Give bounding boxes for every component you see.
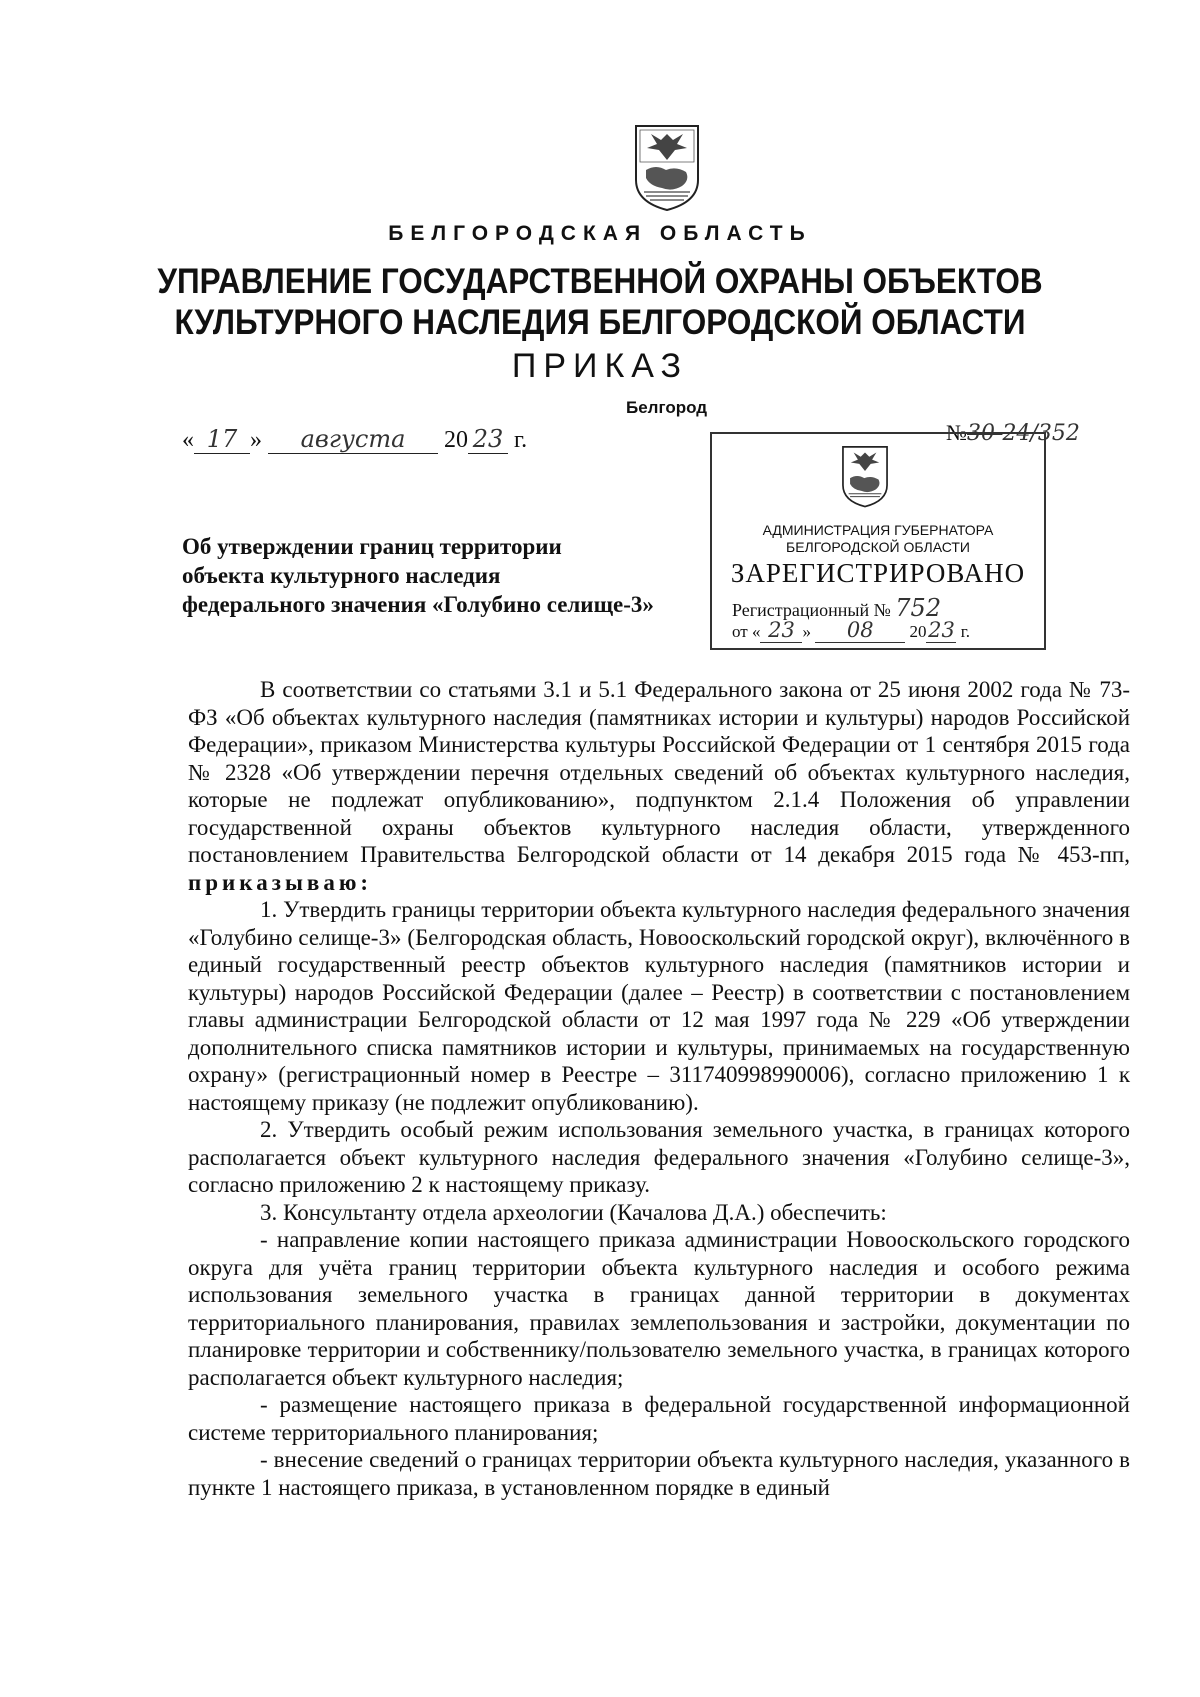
stamp-registration-number: Регистрационный № 752 [732,594,942,622]
document-type: ПРИКАЗ [511,347,689,385]
date-year: 23 [468,425,508,454]
body-item-2: 2. Утвердить особый режим использования земельного участка, в границах которого располагается объект культурного наследия федерального значения «Голубино селище-3», согласно приложению 2 к настоящему приказу. [188,1117,1130,1197]
body-item-3: 3. Консультанту отдела археологии (Качалова Д.А.) обеспечить: [260,1199,887,1225]
document-body [188,676,1130,1501]
stamp-registered: ЗАРЕГИСТРИРОВАНО [730,558,1026,588]
department-name-line1: УПРАВЛЕНИЕ ГОСУДАРСТВЕННОЙ ОХРАНЫ ОБЪЕКТОВ [157,262,1043,301]
department-name-line2: КУЛЬТУРНОГО НАСЛЕДИЯ БЕЛГОРОДСКОЙ ОБЛАСТИ [174,303,1026,342]
order-date: « 17 » августа 20 23 г. [182,425,528,453]
region-name: БЕЛГОРОДСКАЯ ОБЛАСТЬ [388,222,812,245]
city-name: Белгород [626,398,708,417]
order-word: приказываю: [188,869,373,895]
body-item-1: 1. Утвердить границы территории объекта культурного наследия федерального значения «Голубино селище-3» (Белгородская область, Новооскольский городской округ), включённого в единый государственный реестр объектов культурного наследия (памятников истории и культуры) народов Российской Федерации (далее – Реестр) в соответствии с постановлением главы администрации Белгородской области от 12 мая 1997 года № 229 «Об утверждении дополнительного списка памятников истории и культуры, принимаемых на государственную охрану» (регистрационный номер в Реестре – 311740998990006), согласно приложению 1 к настоящему приказу (не подлежит опубликованию). [188,897,1130,1115]
body-item-3b: - размещение настоящего приказа в федеральной государственной информационной системе территориального планирования; [188,1392,1130,1445]
belgorod-coat-of-arms-icon [840,444,890,508]
stamp-administration: АДМИНИСТРАЦИЯ ГУБЕРНАТОРА БЕЛГОРОДСКОЙ ОБЛАСТИ [762,522,994,555]
registration-stamp [710,432,1046,650]
belgorod-coat-of-arms-icon [632,122,702,212]
date-month: августа [268,425,438,454]
order-number-value: 24/352 [1002,421,1080,446]
body-intro: В соответствии со статьями 3.1 и 5.1 Федерального закона от 25 июня 2002 года № 73-ФЗ «Об объектах культурного наследия (памятниках истории и культуры) народов Российской Федерации», приказом Министерства культуры Российской Федерации от 1 сентября 2015 года № 2328 «Об утверждении перечня отдельных сведений об объектах культурного наследия, которые не подлежат опубликованию», подпунктом 2.1.4 Положения об управлении государственной охраны объектов культурного наследия области, утвержденного постановлением Правительства Белгородской области от 14 декабря 2015 года № 453-пп, приказываю: [188,677,1130,895]
order-number: №30-24/352 [946,420,1080,446]
stamp-date: от « 23 » 08 2023 г. [732,618,971,642]
body-item-3c: - внесение сведений о границах территории объекта культурного наследия, указанного в пункте 1 настоящего приказа, в установленном порядке в единый [188,1447,1130,1500]
body-item-3a: - направление копии настоящего приказа администрации Новооскольского городского округа для учёта границ территории объекта культурного наследия и особого режима использования земельного участка в границах данной территории в документах территориального планирования, правилах землепользования и застройки, документации по планировке территории и собственнику/пользователю земельного участка, в границах которого располагается объект культурного наследия; [188,1227,1130,1390]
date-day: 17 [194,425,250,454]
document-title: Об утверждении границ территории объекта культурного наследия федерального значения «Голубино селище-3» [182,534,654,617]
